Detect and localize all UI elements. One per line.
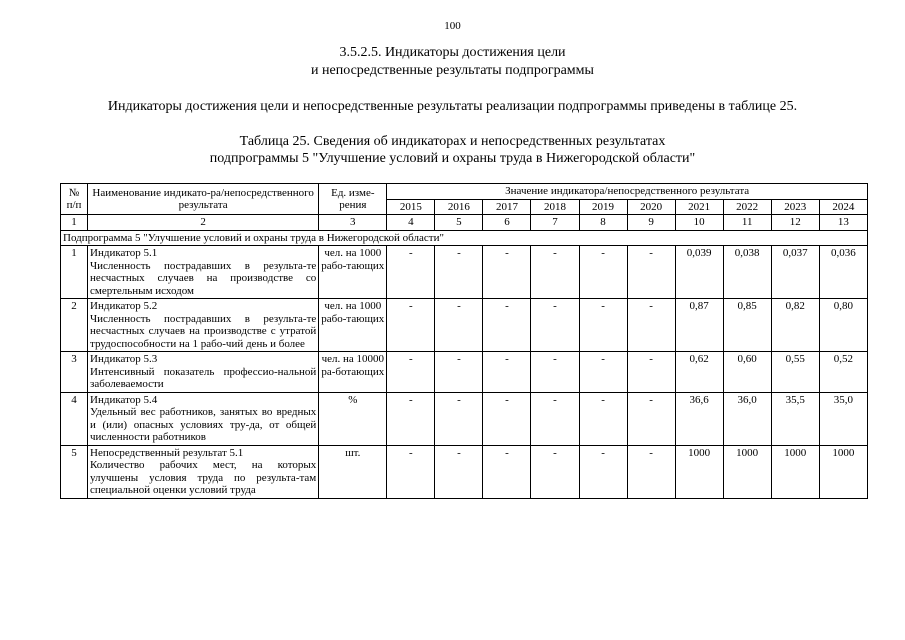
- value-cell: -: [627, 299, 675, 352]
- column-index-cell: 1: [61, 215, 88, 231]
- intro-paragraph: Индикаторы достижения цели и непосредственные результаты реализации подпрограммы приведены в таблице 25.: [107, 99, 798, 114]
- value-cell: 35,5: [771, 392, 819, 445]
- value-cell: -: [483, 299, 531, 352]
- value-cell: -: [531, 445, 579, 498]
- value-cell: 0,87: [675, 299, 723, 352]
- row-number: 3: [61, 352, 88, 393]
- subprogram-row: [61, 230, 868, 246]
- value-cell: -: [483, 445, 531, 498]
- row-name-title: Индикатор 5.1: [90, 247, 158, 259]
- value-cell: -: [387, 445, 435, 498]
- value-cell: -: [387, 299, 435, 352]
- table-row: [61, 392, 868, 445]
- row-name: [88, 392, 319, 445]
- value-cell: -: [435, 445, 483, 498]
- value-cell: 35,0: [819, 392, 867, 445]
- row-number: 2: [61, 299, 88, 352]
- column-index-cell: 8: [579, 215, 627, 231]
- row-name-title: Непосредственный результат 5.1: [90, 446, 244, 459]
- header-num: № п/п: [61, 184, 88, 215]
- year-header: 2019: [579, 199, 627, 215]
- row-name-title: Индикатор 5.2: [90, 300, 158, 312]
- table-caption-line2: подпрограммы 5 "Улучшение условий и охраны труда в Нижегородской области": [209, 151, 696, 166]
- table-caption-line1: Таблица 25. Сведения об индикаторах и непосредственных результатах: [239, 134, 666, 149]
- row-name-title: Индикатор 5.3: [90, 353, 158, 365]
- row-unit: шт.: [319, 445, 387, 498]
- column-index-cell: 2: [88, 215, 319, 231]
- row-name: [88, 445, 319, 498]
- table-row: [61, 352, 868, 393]
- section-title-line2: и непосредственные результаты подпрограммы: [311, 63, 594, 78]
- value-cell: 36,6: [675, 392, 723, 445]
- column-index-cell: 3: [319, 215, 387, 231]
- row-name-description: Количество рабочих мест, на которых улучшены условия труда по результа-там специальной оценки условий труда: [90, 459, 317, 496]
- row-number: 1: [61, 246, 88, 299]
- value-cell: -: [531, 246, 579, 299]
- value-cell: -: [579, 299, 627, 352]
- value-cell: -: [483, 246, 531, 299]
- value-cell: -: [435, 352, 483, 393]
- column-index-cell: 12: [771, 215, 819, 231]
- value-cell: -: [387, 392, 435, 445]
- column-index-cell: 13: [819, 215, 867, 231]
- value-cell: -: [483, 352, 531, 393]
- value-cell: 0,85: [723, 299, 771, 352]
- value-cell: 1000: [771, 445, 819, 498]
- value-cell: -: [627, 445, 675, 498]
- table-row: [61, 246, 868, 299]
- header-row: [61, 184, 868, 200]
- subprogram-title: Подпрограмма 5 "Улучшение условий и охраны труда в Нижегородской области": [61, 230, 868, 246]
- year-header: 2017: [483, 199, 531, 215]
- row-name-title: Индикатор 5.4: [90, 393, 158, 406]
- value-cell: -: [627, 352, 675, 393]
- page-number: 100: [444, 20, 461, 32]
- value-cell: 1000: [723, 445, 771, 498]
- value-cell: 0,55: [771, 352, 819, 393]
- row-number: 4: [61, 392, 88, 445]
- value-cell: 0,60: [723, 352, 771, 393]
- table-row: [61, 445, 868, 498]
- column-index-cell: 4: [387, 215, 435, 231]
- column-index-cell: 9: [627, 215, 675, 231]
- row-unit: чел. на 10000 ра-ботающих: [319, 352, 387, 393]
- value-cell: -: [579, 246, 627, 299]
- value-cell: 36,0: [723, 392, 771, 445]
- value-cell: -: [579, 392, 627, 445]
- year-header: 2024: [819, 199, 867, 215]
- column-index-row: [61, 215, 868, 231]
- row-name-description: Численность пострадавших в результа-те несчастных случаев на производстве со смертельным исходом: [90, 259, 317, 297]
- column-index-cell: 10: [675, 215, 723, 231]
- indicators-table: [60, 183, 868, 499]
- value-cell: -: [483, 392, 531, 445]
- header-value: Значение индикатора/непосредственного результата: [387, 184, 868, 200]
- column-index-cell: 11: [723, 215, 771, 231]
- value-cell: -: [435, 246, 483, 299]
- value-cell: 0,52: [819, 352, 867, 393]
- value-cell: -: [387, 246, 435, 299]
- row-name-description: Численность пострадавших в результа-те несчастных случаев на производстве с утратой трудоспособности на 1 рабо-чий день и более: [90, 312, 317, 350]
- row-name: [88, 246, 319, 299]
- column-index-cell: 7: [531, 215, 579, 231]
- year-header: 2023: [771, 199, 819, 215]
- value-cell: 0,80: [819, 299, 867, 352]
- year-header: 2015: [387, 199, 435, 215]
- year-header: 2022: [723, 199, 771, 215]
- year-header: 2021: [675, 199, 723, 215]
- value-cell: -: [579, 352, 627, 393]
- row-unit: %: [319, 392, 387, 445]
- table-row: [61, 299, 868, 352]
- value-cell: 1000: [819, 445, 867, 498]
- header-unit: Ед. изме-рения: [319, 184, 387, 215]
- year-header: 2018: [531, 199, 579, 215]
- value-cell: -: [435, 392, 483, 445]
- year-header: 2020: [627, 199, 675, 215]
- year-header: 2016: [435, 199, 483, 215]
- section-title-line1: 3.5.2.5. Индикаторы достижения цели: [339, 45, 566, 60]
- value-cell: -: [387, 352, 435, 393]
- section-title: [0, 44, 905, 80]
- column-index-cell: 5: [435, 215, 483, 231]
- row-name: [88, 299, 319, 352]
- value-cell: 0,036: [819, 246, 867, 299]
- header-name: Наименование индикато-ра/непосредственного результата: [88, 184, 319, 215]
- row-unit: чел. на 1000 рабо-тающих: [319, 299, 387, 352]
- value-cell: 0,82: [771, 299, 819, 352]
- value-cell: 0,037: [771, 246, 819, 299]
- value-cell: -: [531, 299, 579, 352]
- value-cell: -: [531, 352, 579, 393]
- row-unit: чел. на 1000 рабо-тающих: [319, 246, 387, 299]
- value-cell: -: [627, 392, 675, 445]
- row-number: 5: [61, 445, 88, 498]
- value-cell: 0,038: [723, 246, 771, 299]
- value-cell: -: [531, 392, 579, 445]
- row-name-description: Интенсивный показатель профессио-нальной заболеваемости: [90, 365, 317, 390]
- value-cell: -: [627, 246, 675, 299]
- value-cell: 1000: [675, 445, 723, 498]
- value-cell: 0,62: [675, 352, 723, 393]
- table-caption: [0, 133, 905, 167]
- row-name: [88, 352, 319, 393]
- value-cell: -: [579, 445, 627, 498]
- column-index-cell: 6: [483, 215, 531, 231]
- value-cell: 0,039: [675, 246, 723, 299]
- row-name-description: Удельный вес работников, занятых во вредных и (или) опасных условиях тру-да, от общей численности работников: [90, 406, 317, 443]
- value-cell: -: [435, 299, 483, 352]
